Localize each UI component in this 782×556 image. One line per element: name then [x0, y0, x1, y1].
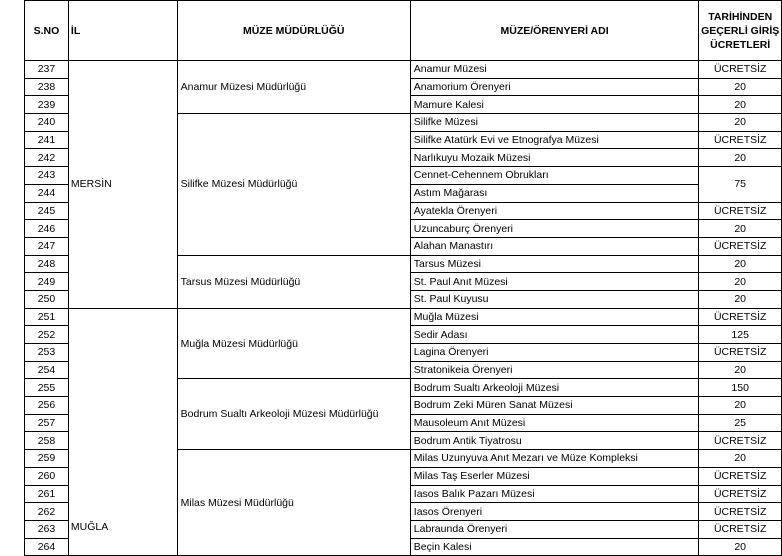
row-number: 248	[25, 255, 69, 273]
entry-fee: ÜCRETSİZ	[699, 485, 782, 503]
entry-fee: 20	[699, 149, 782, 167]
site-name: Tarsus Müzesi	[410, 255, 699, 273]
directorate-cell: Bodrum Sualtı Arkeoloji Müzesi Müdürlüğü	[177, 379, 410, 450]
row-number: 242	[25, 149, 69, 167]
row-number: 249	[25, 273, 69, 291]
row-number: 239	[25, 96, 69, 114]
site-name: Bodrum Zeki Müren Sanat Müzesi	[410, 397, 699, 415]
directorate-cell: Anamur Müzesi Müdürlüğü	[177, 61, 410, 114]
header-row	[25, 1, 782, 61]
entry-fee: 25	[699, 414, 782, 432]
directorate-cell: Milas Müzesi Müdürlüğü	[177, 450, 410, 556]
directorate-cell: Tarsus Müzesi Müdürlüğü	[177, 255, 410, 308]
row-number: 250	[25, 290, 69, 308]
entry-fee: 20	[699, 397, 782, 415]
header-fee-line3: ÜCRETLERİ	[710, 38, 771, 51]
row-number: 251	[25, 308, 69, 326]
row-number: 247	[25, 237, 69, 255]
header-fee	[699, 1, 782, 61]
entry-fee: 20	[699, 273, 782, 291]
row-number: 259	[25, 450, 69, 468]
province-cell: MUĞLA	[68, 308, 177, 556]
directorate-cell: Muğla Müzesi Müdürlüğü	[177, 308, 410, 379]
row-number: 245	[25, 202, 69, 220]
site-name: Anamorium Örenyeri	[410, 78, 699, 96]
row-number: 258	[25, 432, 69, 450]
row-number: 246	[25, 220, 69, 238]
entry-fee: 20	[699, 78, 782, 96]
museum-fee-table	[24, 0, 782, 556]
row-number: 254	[25, 361, 69, 379]
row-number: 264	[25, 538, 69, 556]
row-number: 252	[25, 326, 69, 344]
site-name: Milas Uzunyuva Anıt Mezarı ve Müze Kompleksi	[410, 450, 699, 468]
entry-fee: ÜCRETSİZ	[699, 308, 782, 326]
row-number: 261	[25, 485, 69, 503]
header-il: İL	[68, 1, 177, 61]
site-name: Astım Mağarası	[410, 184, 699, 202]
site-name: Mamure Kalesi	[410, 96, 699, 114]
entry-fee: 20	[699, 255, 782, 273]
entry-fee: ÜCRETSİZ	[699, 503, 782, 521]
site-name: Silifke Atatürk Evi ve Etnografya Müzesi	[410, 131, 699, 149]
site-name: Cennet-Cehennem Obrukları	[410, 167, 699, 185]
row-number: 253	[25, 344, 69, 362]
header-name: MÜZE/ÖRENYERİ ADI	[410, 1, 699, 61]
table-row	[25, 308, 782, 326]
row-number: 257	[25, 414, 69, 432]
entry-fee: ÜCRETSİZ	[699, 202, 782, 220]
entry-fee: ÜCRETSİZ	[699, 520, 782, 538]
site-name: Silifke Müzesi	[410, 114, 699, 132]
site-name: Bodrum Sualtı Arkeoloji Müzesi	[410, 379, 699, 397]
row-number: 260	[25, 467, 69, 485]
site-name: Uzuncaburç Örenyeri	[410, 220, 699, 238]
entry-fee: 20	[699, 450, 782, 468]
site-name: Sedir Adası	[410, 326, 699, 344]
site-name: Milas Taş Eserler Müzesi	[410, 467, 699, 485]
entry-fee: 20	[699, 220, 782, 238]
directorate-cell: Silifke Müzesi Müdürlüğü	[177, 114, 410, 256]
site-name: Lagina Örenyeri	[410, 344, 699, 362]
entry-fee: 20	[699, 361, 782, 379]
entry-fee: ÜCRETSİZ	[699, 131, 782, 149]
entry-fee: 75	[699, 167, 782, 202]
row-number: 241	[25, 131, 69, 149]
site-name: Muğla Müzesi	[410, 308, 699, 326]
site-name: Iasos Balık Pazarı Müzesi	[410, 485, 699, 503]
province-cell: MERSİN	[68, 61, 177, 309]
entry-fee: ÜCRETSİZ	[699, 61, 782, 79]
site-name: St. Paul Anıt Müzesi	[410, 273, 699, 291]
entry-fee: ÜCRETSİZ	[699, 344, 782, 362]
site-name: Ayatekla Örenyeri	[410, 202, 699, 220]
site-name: Anamur Müzesi	[410, 61, 699, 79]
entry-fee: 150	[699, 379, 782, 397]
header-mudurluk: MÜZE MÜDÜRLÜĞÜ	[177, 1, 410, 61]
header-fee-line1: TARİHİNDEN	[708, 10, 773, 23]
entry-fee: ÜCRETSİZ	[699, 237, 782, 255]
row-number: 238	[25, 78, 69, 96]
row-number: 237	[25, 61, 69, 79]
entry-fee: ÜCRETSİZ	[699, 467, 782, 485]
row-number: 262	[25, 503, 69, 521]
site-name: Narlıkuyu Mozaik Müzesi	[410, 149, 699, 167]
entry-fee: 20	[699, 114, 782, 132]
entry-fee: 20	[699, 96, 782, 114]
row-number: 255	[25, 379, 69, 397]
site-name: Labraunda Örenyeri	[410, 520, 699, 538]
row-number: 240	[25, 114, 69, 132]
entry-fee: 20	[699, 538, 782, 556]
site-name: Bodrum Antik Tiyatrosu	[410, 432, 699, 450]
entry-fee: 125	[699, 326, 782, 344]
site-name: St. Paul Kuyusu	[410, 290, 699, 308]
row-number: 243	[25, 167, 69, 185]
site-name: Stratonikeia Örenyeri	[410, 361, 699, 379]
entry-fee: 20	[699, 290, 782, 308]
header-fee-line2: GEÇERLİ GİRİŞ	[701, 24, 780, 37]
site-name: Beçin Kalesi	[410, 538, 699, 556]
header-sno: S.NO	[25, 1, 69, 61]
row-number: 256	[25, 397, 69, 415]
site-name: Mausoleum Anıt Müzesi	[410, 414, 699, 432]
site-name: Iasos Örenyeri	[410, 503, 699, 521]
row-number: 263	[25, 520, 69, 538]
table-row	[25, 61, 782, 79]
entry-fee: ÜCRETSİZ	[699, 432, 782, 450]
site-name: Alahan Manastırı	[410, 237, 699, 255]
row-number: 244	[25, 184, 69, 202]
